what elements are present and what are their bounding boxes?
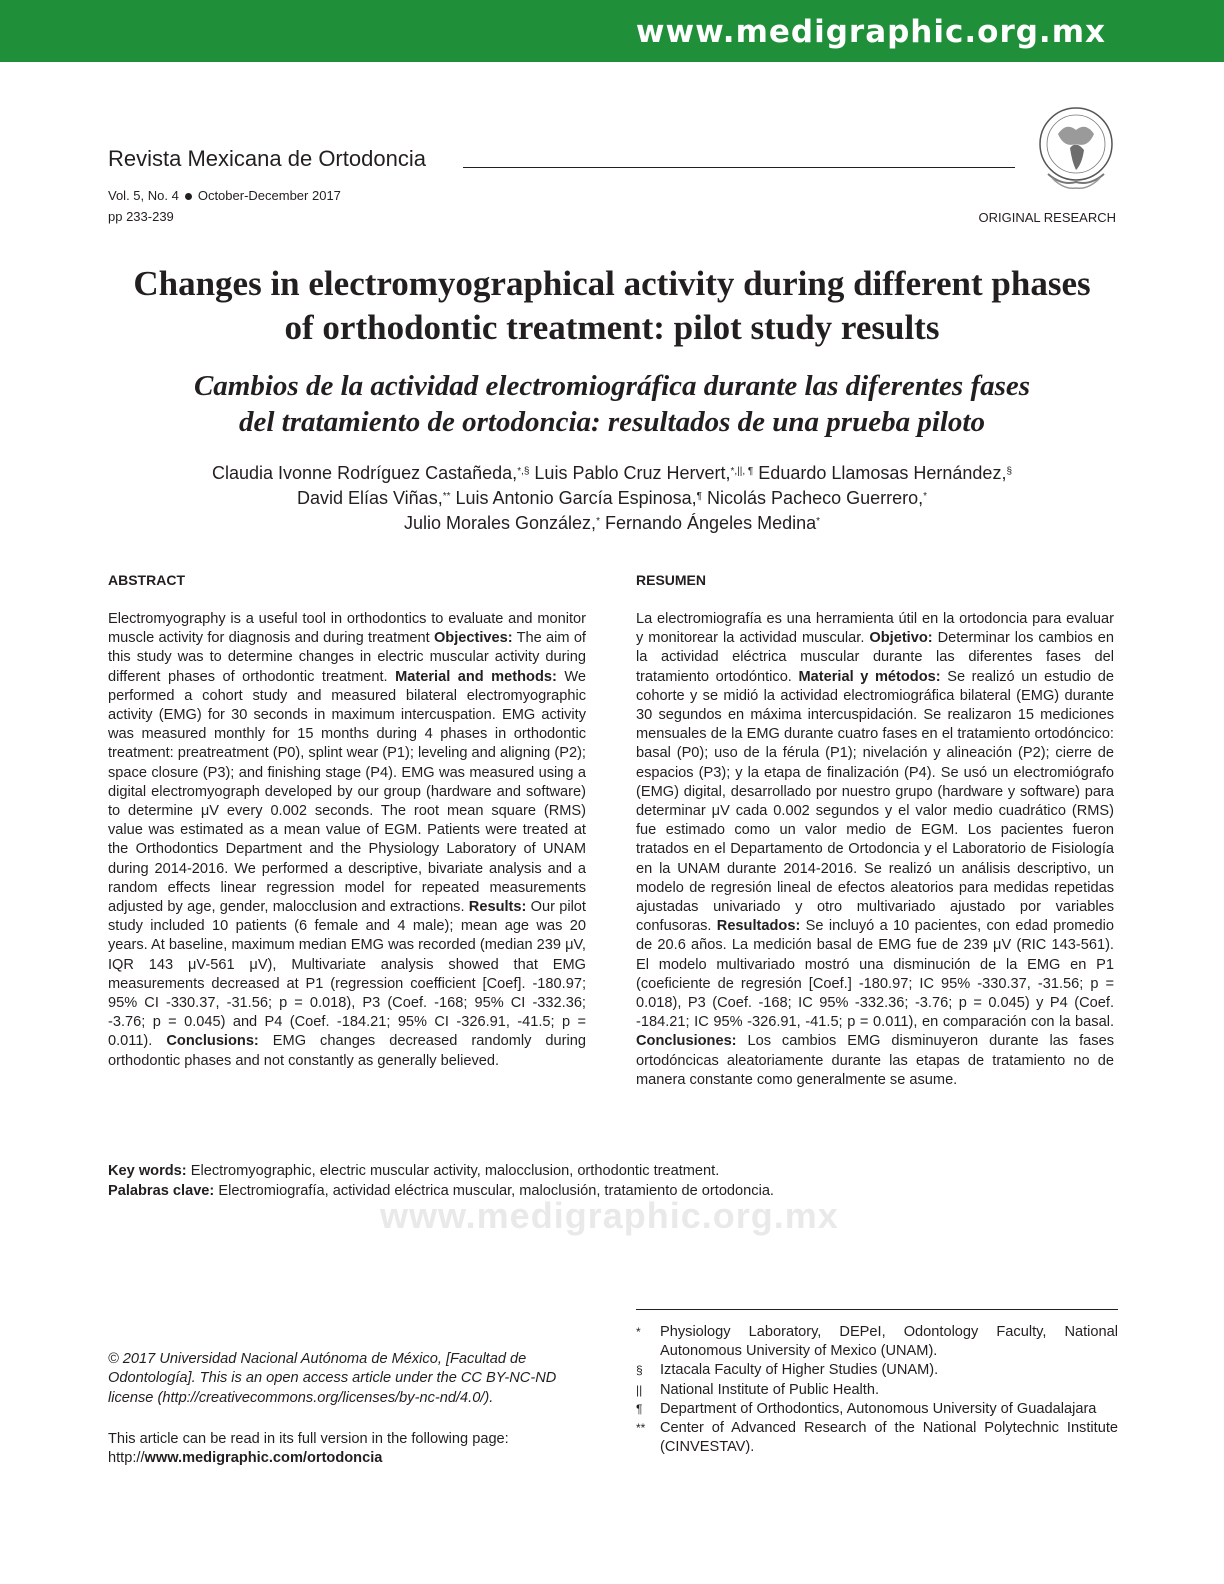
footnote-item: ¶ Department of Orthodontics, Autonomous University of Guadalajara — [636, 1400, 1097, 1417]
banner-url[interactable]: www.medigraphic.org.mx — [635, 14, 1106, 50]
resumen-heading: RESUMEN — [636, 572, 707, 588]
fulltext-link[interactable]: http://www.medigraphic.com/ortodoncia — [108, 1450, 383, 1467]
copyright-notice: © 2017 Universidad Nacional Autónoma de México, [Facultad de Odontología]. This is an open access article under the CC BY-NC-ND license (http://creativecommons.org/licenses/by-nc-nd/4.0/). — [108, 1351, 557, 1406]
volume-issue: Vol. 5, No. 4 October-December 2017 — [108, 188, 341, 203]
article-subtitle: Cambios de la actividad electromiográfica durante las diferentes fases del tratamiento de ortodoncia: resultados de una prueba piloto — [193, 370, 1031, 438]
unam-seal-icon — [1036, 104, 1116, 192]
footnote-item: § Iztacala Faculty of Higher Studies (UNAM). — [636, 1362, 939, 1379]
journal-rule — [463, 167, 1015, 168]
pages: pp 233-239 — [108, 209, 174, 224]
article-title: Changes in electromyographical activity during different phases of orthodontic treatment: pilot study results — [133, 264, 1091, 347]
bullet-icon — [185, 193, 192, 200]
section-type: ORIGINAL RESEARCH — [978, 210, 1116, 225]
abstract-text: Electromyography is a useful tool in orthodontics to evaluate and monitor muscle activity for diagnosis and during treatment Objectives: The aim of this study was to determine changes in electric muscular activity during different phases of orthodontic treatment. Material and methods: We performed a cohort study and measured bilateral electromyographic activity (EMG) for 30 seconds in maximum intercuspation. EMG activity was measured monthly for 15 months during 4 phases in orthodontic treatment: preatreatment (P0), splint wear (P1); leveling and aligning (P2); space closure (P3); and finishing stage (P4). EMG was measured using a digital electromyograph developed by our group (hardware and software) to determine μV every 0.002 seconds. The root mean square (RMS) value was estimated as a mean value of EGM. Patients were treated at the Orthodontics Department and the Physiology Laboratory of UNAM during 2014-2016. We performed a descriptive, bivariate analysis and a random effects linear regression model for repeated measurements adjusted by age, gender, malocclusion and extractions. Results: Our pilot study included 10 patients (6 female and 4 male); mean age was 20 years. At baseline, maximum median EMG was recorded (median 239 μV, IQR 143 μV-561 μV), Multivariate analysis showed that EMG measurements decreased at P1 (regression coefficient [Coef]. -180.97; 95% CI -330.37, -31.56; p = 0.018), P3 (Coef. -168; 95% CI -332.36; -3.76; p = 0.045) and P4 (Coef. -184.21; 95% CI -326.91, -41.5; p = 0.011). Conclusions: EMG changes decreased randomly during orthodontic phases and not constantly as generally believed. — [108, 611, 586, 1069]
watermark: www.medigraphic.org.mx — [380, 1195, 839, 1236]
keywords: Key words: Electromyographic, electric muscular activity, malocclusion, orthodontic treatment. Palabras clave: Electromiografía, actividad eléctrica muscular, maloclusión, tratamiento de ortodoncia. — [108, 1163, 774, 1199]
fulltext-note: This article can be read in its full version in the following page: http://www.medigraphic.com/ortodoncia — [108, 1430, 588, 1469]
abstract-heading: ABSTRACT — [108, 572, 185, 588]
header-banner — [0, 0, 1224, 62]
affiliation-footnotes — [636, 1323, 1118, 1457]
author-list: Claudia Ivonne Rodríguez Castañeda,*,§ Luis Pablo Cruz Hervert,*,||, ¶ Eduardo Llamosas Hernández,§ David Elías Viñas,** Luis Antonio García Espinosa,¶ Nicolás Pacheco Guerrero,* Julio Morales González,* Fernando Ángeles Medina* — [211, 463, 1013, 533]
journal-name: Revista Mexicana de Ortodoncia — [108, 146, 426, 171]
footnote-item: * Physiology Laboratory, DEPeI, Odontology Faculty, National Autonomous University of Mexico (UNAM). — [636, 1324, 1118, 1360]
footnote-item: ** Center of Advanced Research of the National Polytechnic Institute (CINVESTAV). — [636, 1420, 1118, 1456]
footnote-item: || National Institute of Public Health. — [636, 1381, 880, 1398]
resumen-text: La electromiografía es una herramienta útil en la ortodoncia para evaluar y monitorear la actividad muscular. Objetivo: Determinar los cambios en la actividad eléctrica muscular durante las diferentes fases del tratamiento ortodóntico. Material y métodos: Se realizó un estudio de cohorte y se midió la actividad electromiográfica bilateral (EMG) durante 30 segundos en máxima intercuspidación. Se realizaron 15 mediciones mensuales de la EMG durante cuatro fases en el tratamiento ortodóncico: basal (P0); uso de la férula (P1); nivelación y alineación (P2); cierre de espacios (P3); y la etapa de finalización (P4). Se usó un electromiógrafo (EMG) digital, desarrollado por nuestro grupo (hardware y software) para determinar μV cada 0.002 segundos y el valor medio cuadrático (RMS) fue estimado como un valor medio de EGM. Los pacientes fueron tratados en el Departamento de Ortodoncia y el Laboratorio de Fisiología en la UNAM durante 2014-2016. Se realizó un análisis descriptivo, un modelo de regresión lineal de efectos aleatorios para medidas repetidas ajustadas univariado y otro multivariado ajustado por variables confusoras. Resultados: Se incluyó a 10 pacientes, con edad promedio de 20.6 años. La medición basal de EMG fue de 239 μV (RIC 143-561). El modelo multivariado mostró una disminución de la EMG en P1 (coeficiente de regresión [Coef.] -180.97; IC 95% -330.37, -31.56; p = 0.018), P3 (Coef. -168; IC 95% -332.36; -3.76; p = 0.045) y P4 (Coef. -184.21; IC 95% -326.91, -41.5; p = 0.011), en comparación con la basal. Conclusiones: Los cambios EMG disminuyeron durante las fases ortodóncicas aleatoriamente durante las etapas de tratamiento no de manera constante como generalmente se asume. — [636, 611, 1114, 1088]
footnote-rule — [636, 1309, 1118, 1310]
